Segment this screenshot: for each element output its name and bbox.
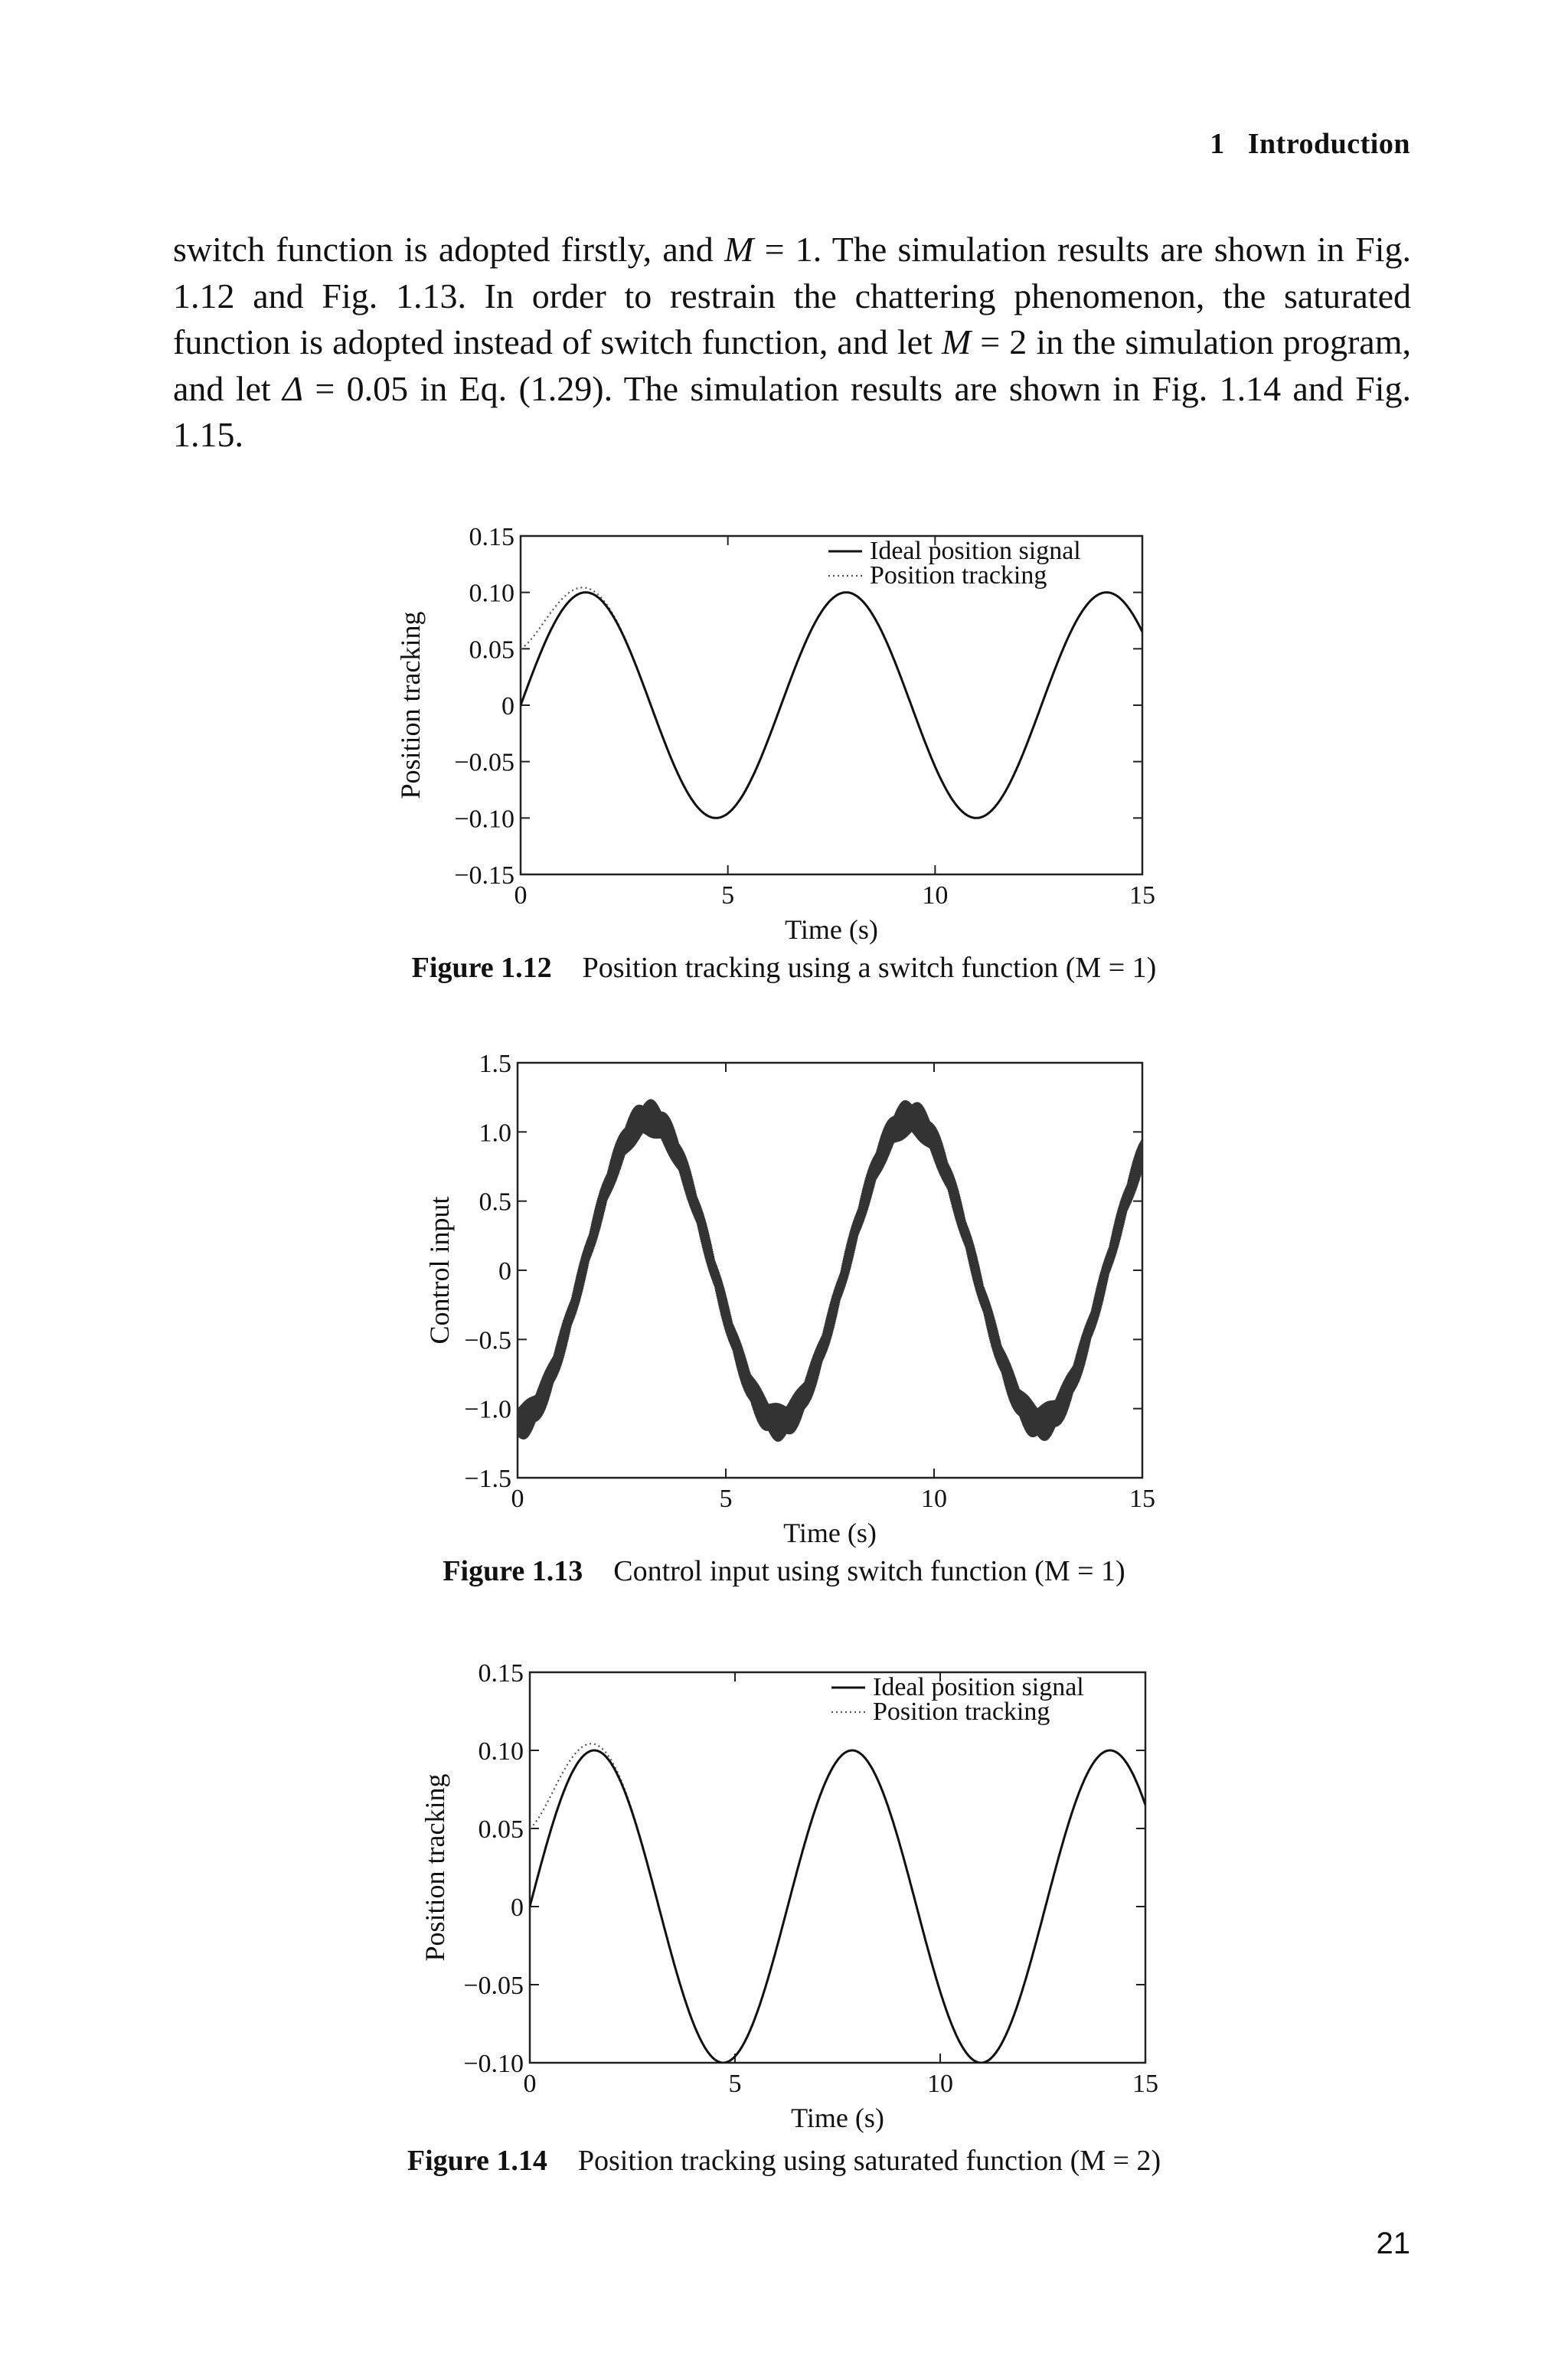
caption-label: Figure 1.12 <box>411 952 552 984</box>
y-tick-label: −0.10 <box>463 2050 524 2078</box>
y-tick-label: 0.05 <box>478 1815 524 1844</box>
legend-label-tracking: Position tracking <box>873 1698 1050 1726</box>
x-tick-label: 15 <box>1129 1485 1155 1513</box>
y-tick-label: −0.5 <box>464 1326 511 1355</box>
y-axis-label: Position tracking <box>420 1773 450 1962</box>
x-tick-label: 0 <box>523 2070 537 2098</box>
x-tick-label: 10 <box>922 881 949 910</box>
x-tick-label: 10 <box>927 2070 953 2098</box>
y-tick-label: 0.15 <box>478 1659 524 1688</box>
y-tick-label: 0 <box>498 1257 511 1286</box>
symbol-m: M <box>724 230 754 269</box>
y-tick-label: 1.0 <box>479 1119 511 1148</box>
body-text-1: switch function is adopted firstly, and <box>173 230 725 269</box>
x-tick-label: 15 <box>1129 881 1155 910</box>
y-tick-label: 0.15 <box>469 523 514 551</box>
y-tick-label: 0 <box>501 692 514 721</box>
caption-text: Position tracking using saturated function (M = 2) <box>577 2145 1161 2177</box>
plot-frame <box>530 1672 1145 2063</box>
x-axis-label: Time (s) <box>783 1518 877 1548</box>
x-tick-label: 5 <box>728 2070 742 2098</box>
caption-label: Figure 1.13 <box>443 1555 583 1587</box>
x-axis-label: Time (s) <box>791 2103 884 2133</box>
y-tick-label: −0.05 <box>463 1972 524 2000</box>
y-tick-label: −0.05 <box>454 748 514 777</box>
x-axis-label: Time (s) <box>785 914 878 945</box>
y-tick-label: 0.10 <box>478 1737 524 1766</box>
chapter-number: 1 <box>1210 128 1225 160</box>
x-tick-label: 5 <box>721 881 735 910</box>
body-text-4: = 0.05 in Eq. (1.29). The simulation results are shown in Fig. 1.14 and Fig. 1.15. <box>173 368 1411 454</box>
page-number: 21 <box>1376 2227 1410 2260</box>
caption-text: Control input using switch function (M = 1) <box>613 1555 1125 1587</box>
body-text-3: = 2 in the simulation program, and let <box>173 322 1411 408</box>
y-tick-label: 0.5 <box>479 1188 511 1217</box>
y-tick-label: 0.05 <box>469 636 514 665</box>
symbol-m: M <box>941 322 972 361</box>
y-tick-label: −1.5 <box>464 1465 511 1493</box>
symbol-delta: Δ <box>283 368 304 408</box>
x-tick-label: 0 <box>514 881 528 910</box>
x-tick-label: 15 <box>1132 2070 1158 2098</box>
y-axis-label: Position tracking <box>395 611 426 799</box>
chapter-title: Introduction <box>1247 128 1410 160</box>
y-tick-label: 0.10 <box>469 579 514 608</box>
x-tick-label: 0 <box>511 1485 524 1513</box>
y-tick-label: 1.5 <box>479 1050 511 1078</box>
legend-label-ideal: Ideal position signal <box>870 537 1081 565</box>
y-tick-label: 0 <box>511 1894 524 1922</box>
legend-label-tracking: Position tracking <box>870 561 1047 590</box>
caption-label: Figure 1.14 <box>407 2145 547 2177</box>
x-tick-label: 5 <box>719 1485 733 1513</box>
x-tick-label: 10 <box>921 1485 947 1513</box>
y-tick-label: −0.10 <box>454 805 514 834</box>
figure-caption <box>0 2144 1568 2178</box>
y-tick-label: −1.0 <box>464 1395 511 1424</box>
y-axis-label: Control input <box>424 1196 455 1345</box>
body-text-2: = 1. The simulation results are shown in Fig. 1.12 and Fig. 1.13. In order to restrain the chattering phenomenon, the saturated function is adopted instead of switch function, and let <box>173 230 1411 361</box>
ideal-position-series <box>530 1750 1145 2063</box>
position-tracking-series <box>530 1743 1145 2063</box>
legend-label-ideal: Ideal position signal <box>873 1673 1084 1701</box>
y-tick-label: −0.15 <box>454 861 514 890</box>
caption-text: Position tracking using a switch function (M = 1) <box>582 952 1157 984</box>
